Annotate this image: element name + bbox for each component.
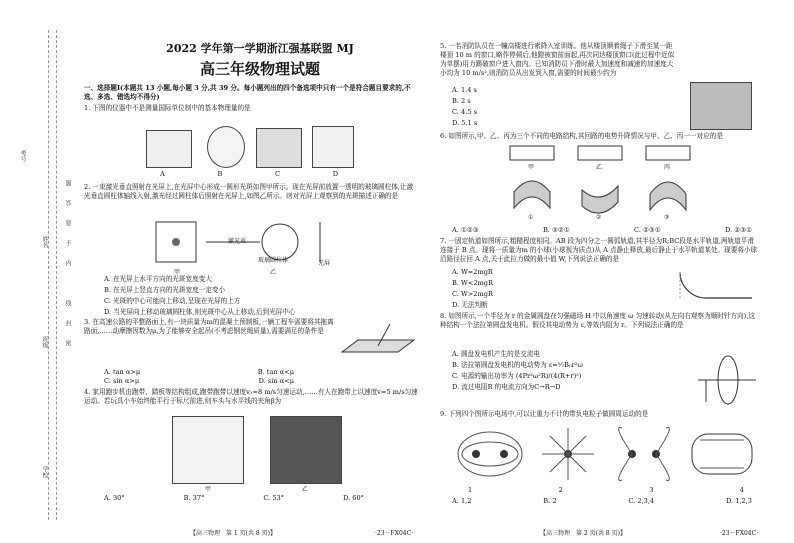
- seal-margin: [0, 0, 71, 543]
- footer-right-page: 【高三物理 第 2 页(共 8 页)】: [540, 530, 626, 537]
- q6-fig-label: ①: [528, 214, 534, 221]
- q5-option: C. 4.5 s: [452, 108, 477, 116]
- q1-option-labels: [160, 170, 338, 178]
- seal-line-2: [56, 30, 57, 520]
- question-9: 9. 下列四个图所示电场中,可以让重力不计的带负电粒子做圆周运动的是: [440, 410, 649, 418]
- q2-option: B. 在光屏上竖直方向的光斑宽度一定变小: [104, 286, 226, 294]
- q5-option: A. 1.4 s: [452, 86, 477, 94]
- treadmill-image: [172, 416, 244, 484]
- q6-option: B. ③②①: [542, 226, 570, 234]
- q6-fig-label: 乙: [596, 164, 603, 171]
- class-label: 班级: [41, 336, 48, 348]
- q9-option-row: [452, 497, 752, 505]
- q9-option: A. 1,2: [452, 497, 472, 505]
- q9-field-1: [458, 432, 522, 476]
- q2-fig-label: 玻璃圆柱体: [258, 257, 289, 264]
- q4-fig-label: 乙: [302, 486, 309, 493]
- q2-option: C. 光斑的中心可能向上移动,呈现在光屏的上方: [104, 297, 241, 305]
- balance-image: [146, 130, 192, 168]
- footer-right-code: ·23－FX04C·: [720, 530, 759, 537]
- q6-figure: [500, 142, 700, 218]
- q9-option: B. 2: [543, 497, 557, 505]
- q6-fig-label: 丙: [664, 164, 671, 171]
- seal-word: 要: [64, 220, 71, 226]
- q2-options: [104, 275, 419, 319]
- q9-fig-label: 3: [649, 486, 654, 494]
- footer-left-page: 【高三物理 第 1 页(共 8 页)】: [190, 530, 276, 537]
- q6-curve-2: [582, 186, 618, 213]
- q6-curve-1: [514, 181, 550, 208]
- q3-options: [104, 368, 414, 386]
- question-1: 1. 下图的仪器中不是测量国际单位制中的基本物理量的是: [84, 104, 251, 112]
- q8-option: D. 流过电阻R 的电流方向为C→R→D: [452, 383, 561, 391]
- q8-option: B. 法拉第圆盘发电机的电动势为 ε=½B₀r²ω: [452, 361, 583, 369]
- q7-option: A. W=2mgR: [452, 268, 493, 276]
- q6-circuit-a: [510, 146, 554, 160]
- question-6: 6. 如图所示,甲、乙、丙为三个不同的电路结构,其回路的电势升降情况与甲、乙、丙一一对应的是: [440, 132, 723, 140]
- q8-option: A. 圆盘发电机产生的是交流电: [452, 350, 541, 358]
- q1-option: D: [332, 170, 338, 178]
- q9-fig-label: 2: [558, 486, 563, 494]
- footer-left-code: ·23－FX04C·: [375, 530, 414, 537]
- q9-field-2: [542, 428, 594, 480]
- q9-label-row: [468, 486, 744, 494]
- treadmill-belt-image: [270, 416, 342, 484]
- q6-fig-label: ②: [596, 214, 602, 221]
- q8-options: [452, 350, 682, 394]
- stopwatch-image: [207, 126, 245, 168]
- right-q8: [440, 312, 760, 332]
- q4-option: B. 37°: [183, 494, 205, 502]
- q2-fig-label: 激光束: [228, 238, 247, 245]
- q2-fig-label: 乙: [270, 269, 277, 276]
- seal-word: 内: [64, 260, 71, 266]
- seal-word: 答: [64, 200, 71, 206]
- question-3: 3. 在高速公路的平整路面上,有一块质量为m的混凝土预制板,一辆工程车需要将其拖离路面,……动摩擦因数为μ,为了能够安全起吊(不考虑钢丝绳质量),需要满足的条件是: [84, 318, 334, 335]
- q7-option: D. 无法判断: [452, 301, 488, 309]
- left-q4: [84, 388, 419, 408]
- q8-figure: [698, 352, 758, 406]
- q6-option: D. ②③①: [725, 226, 752, 234]
- q4-option: D. 60°: [343, 494, 364, 502]
- seal-word: 封: [64, 320, 71, 326]
- seal-word: 不: [64, 240, 71, 246]
- q3-option-row: [104, 377, 414, 386]
- question-8: 8. 如图所示,一个半径为 r 的金属圆盘在匀强磁场 H 中以角速度 ω 匀速转动(从左向右观察为顺时针方向),这种结构一个法拉第圆盘发电机。假设其电动势为 ε,等效内阻为 r。下列说法正确的是: [440, 312, 755, 329]
- firefighter-image: [690, 82, 752, 130]
- q6-fig-label: ③: [664, 214, 670, 221]
- left-q3: [84, 318, 334, 338]
- left-column: [84, 84, 419, 115]
- q5-option: B. 2 s: [452, 97, 471, 105]
- q3-option: D. sin α<μ: [258, 377, 294, 385]
- q9-figure: [448, 424, 758, 486]
- q3-option: B. tan α<μ: [257, 368, 294, 376]
- ammeter-image: [256, 128, 302, 168]
- q6-option: A. ①②③: [452, 226, 479, 234]
- school-label: 学校: [41, 466, 48, 478]
- q7-option: C. W>2mgR: [452, 290, 493, 298]
- q3-option: C. sin α>μ: [104, 377, 140, 385]
- exam-no-label: 考号: [19, 150, 26, 162]
- exam-title: 2022 学年第一学期浙江强基联盟 MJ: [166, 42, 354, 55]
- question-5: 5. 一名消防队员在一幢高楼进行索降入室训练。他从楼顶顺着绳子下滑至某一距楼顶 10 m 的窗口,略作停顿后,他蹬被窗前面起,再次同达楼顶窗口(此过程中近似为单摆)用力踢破窗户进入窗内。已知消防员下滑时最大加速度和减速的加速度大小均为 10 m/s²,则消防员从出发到入窗,需要的时间最少约为: [440, 42, 675, 77]
- q9-field-4: [692, 434, 752, 474]
- question-4: 4. 家用跑步机由跑带、踏板等结构组成,跑带跑带以速度v₁=8 m/s匀速运动,……有人在跑带上以速度v=5 m/s匀速运动。若玩具小车始终能平行于标尺前进,则车头与水平线的夹角β为: [84, 388, 418, 405]
- q6-circuit-b: [578, 146, 622, 160]
- seal-line: [48, 30, 49, 520]
- q2-light-spot: [172, 238, 180, 246]
- q1-option: A: [160, 170, 165, 178]
- q7-figure: [676, 268, 756, 308]
- q9-option: D. 1,2,3: [725, 497, 752, 505]
- q6-curve-3: [650, 182, 686, 210]
- q6-circuit-c: [646, 146, 690, 160]
- q4-option-row: [104, 494, 364, 502]
- right-q9: [440, 410, 760, 421]
- voltmeter-image: [312, 126, 354, 168]
- q6-option: C. ②③①: [634, 226, 661, 234]
- q4-option: C. 53°: [263, 494, 285, 502]
- q5-option: D. 5.1 s: [452, 119, 478, 127]
- q3-option-row: [104, 368, 414, 377]
- q6-option-row: [452, 226, 752, 234]
- q9-option: C. 2,3,4: [628, 497, 655, 505]
- q2-option: D. 当光屏向上移动玻璃圆柱体,则光斑中心从上移动,后到光屏中心: [104, 308, 296, 316]
- seal-word: 题: [64, 180, 71, 186]
- q8-option: C. 电源的输出功率为 (4Pr²ω²R)/(4(R+r)²): [452, 372, 582, 380]
- q9-field-3: [619, 428, 670, 481]
- q6-fig-label: 甲: [528, 164, 535, 171]
- q4-option: A. 30°: [104, 494, 125, 502]
- left-q2: [84, 183, 419, 203]
- seal-word: 线: [64, 300, 71, 306]
- q2-fig-label: 光屏: [318, 260, 331, 267]
- name-label: 姓名: [41, 236, 48, 248]
- q3-figure: [338, 322, 418, 364]
- q4-fig-label: 甲: [205, 486, 212, 493]
- q7-track: [680, 272, 752, 298]
- q1-option: C: [274, 170, 281, 178]
- right-q5: [440, 42, 678, 80]
- q3-option: A. tan α>μ: [104, 368, 141, 376]
- q9-fig-label: 4: [739, 486, 744, 494]
- question-7: 7. 一固定轨道如图所示,粗糙程度相同。AB 段为四分之一圆弧轨道,其半径为R;BC段是水平轨道,两轨道平滑连接于 B 点。现将一质量为m 的小球(小球视为质点)从 A 点静止释放,最后静止于水平轨道某处。现要将小球沿路径拉回 A 点,关于此拉力做的最小值 W,下列说法正确的是: [440, 237, 758, 263]
- question-2: 2. 一束激光垂直照射在光屏上,在光屏中心形成一圆形光斑如图甲所示。现在光屏前放置一透明的玻璃圆柱体,让激光垂直圆柱体轴线入射,激光经过圆柱体后照射在光屏上,如图乙所示。则对光屏上观察到的光斑描述正确的是: [84, 183, 414, 200]
- q2-fig-label: 甲: [174, 269, 181, 276]
- subject-title: 高三年级物理试题: [199, 60, 320, 78]
- q1-option: B: [217, 170, 223, 178]
- section-heading: 一、选择题Ⅰ(本题共 13 小题,每小题 3 分,共 39 分。每小题列出的四个备选项中只有一个是符合题目要求的,不选、多选、错选均不得分): [84, 84, 411, 101]
- q2-option: A. 在光屏上水平方向的光斑宽度变大: [104, 275, 212, 283]
- q5-options: [452, 86, 512, 130]
- q7-options: [452, 268, 552, 312]
- seal-word: 密: [64, 340, 71, 346]
- q9-fig-label: 1: [468, 486, 473, 494]
- right-q7: [440, 237, 760, 266]
- q7-option: B. W<2mgR: [452, 279, 493, 287]
